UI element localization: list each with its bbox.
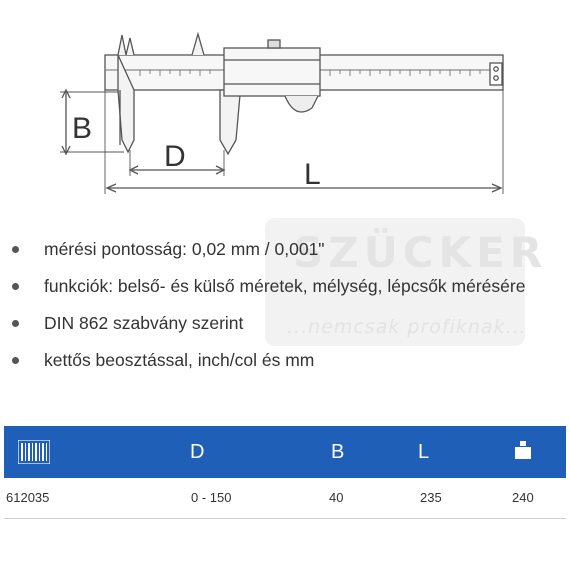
watermark-tagline: ...nemcsak profiknak...: [287, 316, 527, 338]
dimension-l-label: L: [304, 158, 321, 191]
barcode-icon: [18, 440, 50, 464]
caliper-sliding-jaw: [220, 90, 248, 154]
caliper-thumb-wheel: [285, 96, 318, 112]
column-header-b: B: [331, 441, 345, 463]
cell-code: 612035: [6, 490, 50, 505]
cell-l: 235: [420, 490, 442, 505]
feature-text: DIN 862 szabvány szerint: [44, 313, 244, 333]
feature-text: funkciók: belső- és külső méretek, mélység, lépcsők mérésére: [44, 276, 526, 296]
bullet-icon: [12, 246, 19, 253]
bullet-icon: [12, 320, 19, 327]
column-header-l: L: [418, 441, 430, 463]
feature-item: [0, 312, 570, 349]
caliper-lock-screw: [268, 40, 280, 48]
feature-item: [0, 238, 570, 275]
dimension-b-label: B: [72, 112, 93, 145]
dimension-d-label: D: [164, 140, 186, 173]
cell-b: 40: [329, 490, 344, 505]
feature-text: kettős beosztással, inch/col és mm: [44, 350, 315, 370]
bullet-icon: [12, 357, 19, 364]
bullet-icon: [12, 283, 19, 290]
spec-table-header: [4, 426, 566, 478]
caliper-sliding-upper-jaw: [192, 34, 204, 55]
cell-weight: 240: [512, 490, 534, 505]
weight-icon: [514, 440, 532, 460]
cell-d: 0 - 150: [191, 490, 232, 505]
column-header-d: D: [190, 441, 205, 463]
table-row: [4, 484, 566, 519]
caliper-slider: [224, 48, 320, 96]
feature-text: mérési pontosság: 0,02 mm / 0,001": [44, 239, 325, 259]
caliper-fixed-upper-jaw: [118, 35, 134, 55]
watermark-brand-name: SZÜCKER: [293, 228, 548, 277]
feature-list: [0, 238, 570, 386]
feature-item: [0, 275, 570, 312]
caliper-diagram: [0, 0, 570, 200]
feature-item: [0, 349, 570, 386]
